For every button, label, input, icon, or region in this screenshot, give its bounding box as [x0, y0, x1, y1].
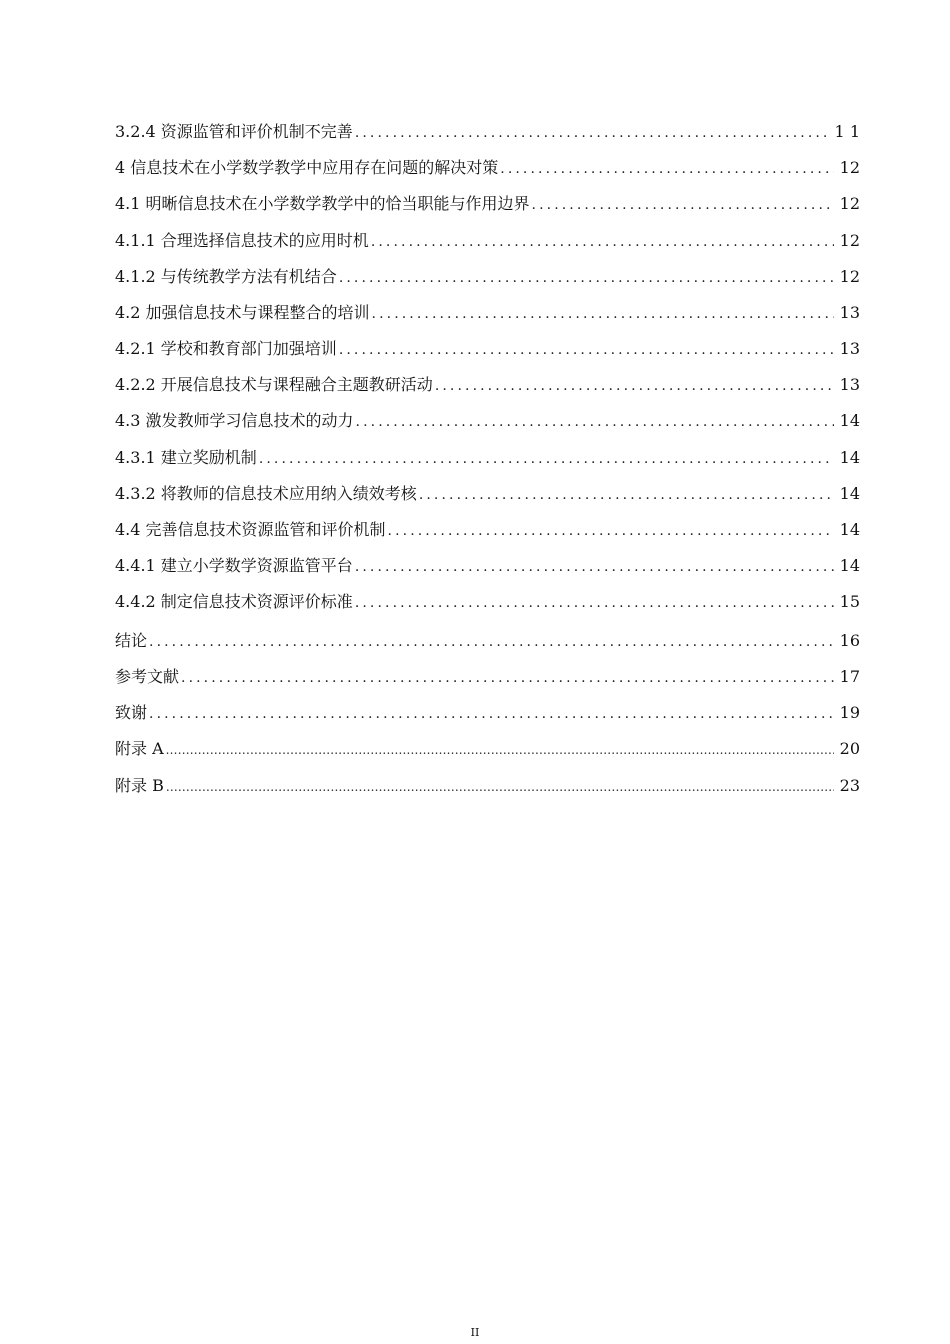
toc-dot-leader	[356, 407, 834, 437]
toc-entry-title: 4.2.1 学校和教育部门加强培训	[115, 338, 337, 358]
toc-entry-title: 结论	[115, 630, 148, 650]
toc-entry-title: 致谢	[115, 703, 148, 723]
toc-dot-leader	[355, 552, 834, 582]
toc-entry-title: 附录 B	[115, 775, 164, 795]
toc-dot-leader	[388, 516, 834, 546]
toc-entry[interactable]	[115, 515, 860, 551]
toc-dot-leader	[149, 699, 834, 729]
toc-entry-title: 4.3.2 将教师的信息技术应用纳入绩效考核	[115, 483, 417, 503]
toc-page-number: 1 1	[834, 122, 860, 141]
toc-entry-title: 4.2 加强信息技术与课程整合的培训	[115, 302, 370, 322]
toc-dot-leader	[532, 190, 834, 220]
toc-page-number: 12	[839, 194, 860, 214]
toc-page-number: 14	[839, 447, 860, 467]
toc-dot-leader	[339, 263, 834, 293]
toc-page-number: 19	[839, 703, 860, 723]
toc-page-number: 14	[839, 483, 860, 503]
toc-entry-title: 参考文献	[115, 667, 180, 687]
toc-page-number: 14	[839, 519, 860, 539]
toc-entry[interactable]	[115, 443, 860, 479]
toc-entry-title: 3.2.4 资源监管和评价机制不完善	[115, 122, 353, 141]
toc-page-number: 17	[839, 667, 860, 687]
toc-entry[interactable]	[115, 551, 860, 587]
toc-page-number: 14	[839, 411, 860, 431]
toc-page-number: 23	[839, 775, 860, 795]
toc-page-number: 12	[839, 266, 860, 286]
toc-page-number: 14	[839, 556, 860, 576]
toc-dot-leader	[372, 299, 834, 329]
toc-entry-title: 4.1.2 与传统教学方法有机结合	[115, 266, 337, 286]
toc-dot-leader	[259, 444, 834, 474]
toc-page-number: 13	[839, 338, 860, 358]
toc-dot-leader	[371, 227, 834, 257]
toc-dot-leader	[355, 588, 834, 618]
toc-entry[interactable]	[115, 587, 860, 626]
toc-entry[interactable]	[115, 189, 860, 225]
toc-entry[interactable]	[115, 734, 860, 770]
toc-entry[interactable]	[115, 334, 860, 370]
toc-page-number: 15	[839, 592, 860, 612]
toc-entry[interactable]	[115, 226, 860, 262]
toc-dot-leader	[500, 154, 834, 184]
toc-entry[interactable]	[115, 262, 860, 298]
toc-entry[interactable]	[115, 153, 860, 189]
toc-entry-title: 4 信息技术在小学数学教学中应用存在问题的解决对策	[115, 158, 499, 178]
toc-dot-leader	[435, 371, 834, 401]
toc-entry-title: 4.4.2 制定信息技术资源评价标准	[115, 592, 353, 612]
toc-page-number: 13	[839, 375, 860, 395]
toc-page-number: 16	[839, 630, 860, 650]
toc-dot-leader	[149, 627, 834, 657]
toc-entry-title: 4.2.2 开展信息技术与课程融合主题教研活动	[115, 375, 433, 395]
toc-entry[interactable]	[115, 406, 860, 442]
toc-entry-title: 4.1 明晰信息技术在小学数学教学中的恰当职能与作用边界	[115, 194, 530, 214]
toc-dot-leader	[339, 335, 834, 365]
toc-entry-title: 4.3 激发教师学习信息技术的动力	[115, 411, 354, 431]
toc-entry[interactable]	[115, 698, 860, 734]
table-of-contents	[115, 117, 860, 807]
toc-dot-leader	[181, 663, 834, 693]
toc-entry[interactable]	[115, 479, 860, 515]
toc-entry[interactable]	[115, 370, 860, 406]
toc-entry-title: 4.4 完善信息技术资源监管和评价机制	[115, 519, 386, 539]
toc-page-number: 12	[839, 230, 860, 250]
toc-entry[interactable]	[115, 662, 860, 698]
toc-entry-title: 4.1.1 合理选择信息技术的应用时机	[115, 230, 369, 250]
toc-dot-leader	[419, 480, 834, 510]
toc-page-number: 20	[839, 739, 860, 759]
toc-entry[interactable]	[115, 298, 860, 334]
toc-dot-leader	[166, 735, 834, 765]
toc-dot-leader	[166, 772, 834, 802]
toc-entry[interactable]	[115, 117, 860, 153]
page-number-footer: II	[470, 1326, 480, 1339]
toc-dot-leader	[355, 118, 831, 148]
toc-entry[interactable]	[115, 771, 860, 807]
toc-entry-title: 4.4.1 建立小学数学资源监管平台	[115, 556, 353, 576]
toc-page-number: 12	[839, 158, 860, 178]
toc-entry[interactable]	[115, 626, 860, 662]
toc-page-number: 13	[839, 302, 860, 322]
toc-entry-title: 附录 A	[115, 739, 164, 759]
toc-entry-title: 4.3.1 建立奖励机制	[115, 447, 257, 467]
